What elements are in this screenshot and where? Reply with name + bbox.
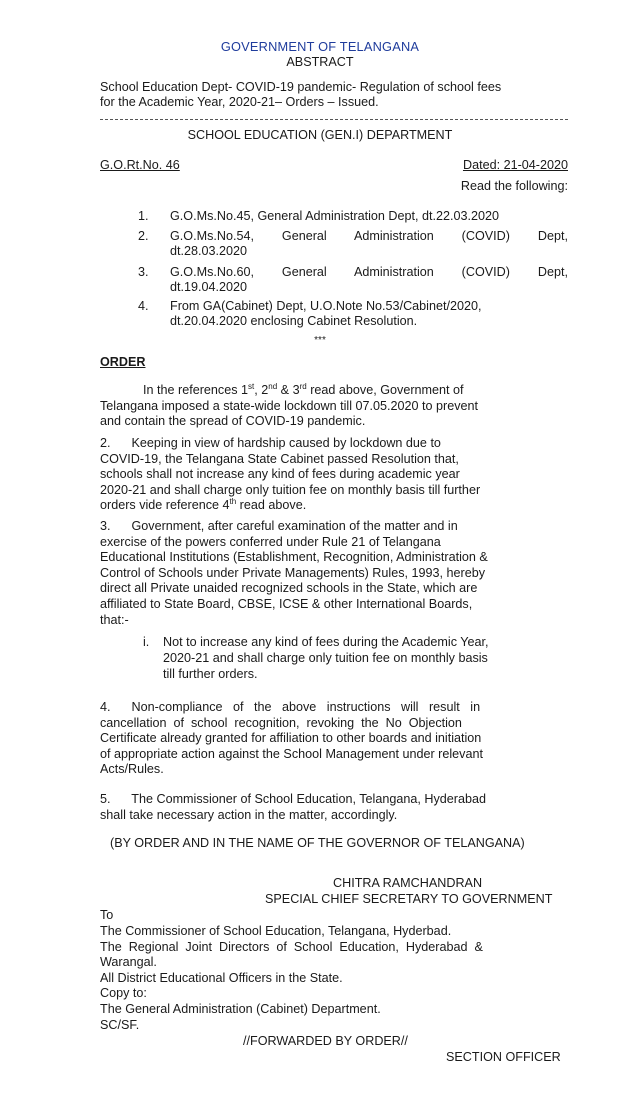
paragraph-line: that:- xyxy=(100,612,129,627)
paragraph-line: Certificate already granted for affiliation to other boards and initiation xyxy=(100,731,482,746)
paragraph-line: Acts/Rules. xyxy=(100,762,164,777)
paragraph-1 xyxy=(100,383,568,430)
paragraph-line: cancellation of school recognition, revoking the No Objection xyxy=(100,715,462,730)
distribution-line: Copy to: xyxy=(100,986,147,1001)
reference-item xyxy=(138,265,568,297)
order-date: Dated: 21-04-2020 xyxy=(462,158,568,172)
reference-item xyxy=(138,209,568,225)
distribution-line: All District Educational Officers in the State. xyxy=(100,970,343,985)
reference-number: 2. xyxy=(138,229,149,243)
paragraph-line: affiliated to State Board, CBSE, ICSE & other International Boards, xyxy=(100,596,473,611)
distribution-line: The General Administration (Cabinet) Department. xyxy=(100,1001,381,1016)
reference-number: 3. xyxy=(138,265,149,279)
abstract-label: ABSTRACT xyxy=(286,55,354,69)
paragraph-line: shall take necessary action in the matter, accordingly. xyxy=(100,807,398,822)
paragraph-line: Control of Schools under Private Managements) Rules, 1993, hereby xyxy=(100,565,486,580)
reference-text: From GA(Cabinet) Dept, U.O.Note No.53/Cabinet/2020, xyxy=(170,299,482,313)
paragraph-5 xyxy=(100,792,568,823)
paragraph-line: orders vide reference 4th read above. xyxy=(100,497,307,513)
paragraph-line: exercise of the powers conferred under Rule 21 of Telangana xyxy=(100,534,441,549)
subject-line-2: for the Academic Year, 2020-21– Orders – Issued. xyxy=(100,95,379,109)
signatory-designation: SPECIAL CHIEF SECRETARY TO GOVERNMENT xyxy=(265,892,553,906)
paragraph-line: 2. Keeping in view of hardship caused by lockdown due to xyxy=(100,436,441,450)
paragraph-line: schools shall not increase any kind of fees during academic year xyxy=(100,467,460,482)
paragraph-3 xyxy=(100,519,568,628)
reference-number: 4. xyxy=(138,299,149,313)
paragraph-line: 3. Government, after careful examination of the matter and in xyxy=(100,519,458,533)
reference-item xyxy=(138,229,568,261)
subject-line-1: School Education Dept- COVID-19 pandemic- Regulation of school fees xyxy=(100,80,502,94)
government-title: GOVERNMENT OF TELANGANA xyxy=(220,39,420,54)
go-number: G.O.Rt.No. 46 xyxy=(100,158,180,172)
reference-text: dt.19.04.2020 xyxy=(170,280,248,294)
directive-line: 2020-21 and shall charge only tuition fee on monthly basis xyxy=(163,651,488,665)
paragraph-2 xyxy=(100,436,568,514)
distribution-line: SC/SF. xyxy=(100,1017,140,1032)
paragraph-line: 2020-21 and shall charge only tuition fee on monthly basis till further xyxy=(100,482,481,497)
distribution-list xyxy=(100,924,568,1033)
paragraph-line: 4. Non-compliance of the above instructions will result in xyxy=(100,700,481,714)
reference-text: G.O.Ms.No.54, General Administration (COVID) Dept, xyxy=(170,229,568,243)
signatory-name: CHITRA RAMCHANDRAN xyxy=(333,876,483,890)
paragraph-line: and contain the spread of COVID-19 pandemic. xyxy=(100,414,366,429)
section-stars: *** xyxy=(314,335,326,346)
paragraph-line: 5. The Commissioner of School Education, Telangana, Hyderabad xyxy=(100,792,486,806)
directive-number: i. xyxy=(143,635,150,649)
distribution-line: Warangal. xyxy=(100,955,157,970)
read-following-label: Read the following: xyxy=(460,179,568,193)
paragraph-line: COVID-19, the Telangana State Cabinet passed Resolution that, xyxy=(100,451,459,466)
distribution-line: The Commissioner of School Education, Telangana, Hyderbad. xyxy=(100,924,452,938)
reference-text: G.O.Ms.No.45, General Administration Dept, dt.22.03.2020 xyxy=(170,209,500,223)
reference-text: dt.20.04.2020 enclosing Cabinet Resolution. xyxy=(170,314,418,328)
department-name: SCHOOL EDUCATION (GEN.I) DEPARTMENT xyxy=(187,128,453,142)
to-label: To xyxy=(100,908,114,922)
distribution-line: The Regional Joint Directors of School Education, Hyderabad & xyxy=(100,939,483,954)
by-order-line: (BY ORDER AND IN THE NAME OF THE GOVERNOR OF TELANGANA) xyxy=(110,836,525,850)
reference-number: 1. xyxy=(138,209,149,223)
reference-text: dt.28.03.2020 xyxy=(170,244,248,258)
paragraph-line: direct all Private unaided recognized schools in the State, which are xyxy=(100,581,478,596)
paragraph-4 xyxy=(100,700,568,778)
order-heading: ORDER xyxy=(100,355,146,369)
directive-line: Not to increase any kind of fees during the Academic Year, xyxy=(163,635,489,649)
paragraph-line: of appropriate action against the School Management under relevant xyxy=(100,746,483,761)
forwarded-by-order: //FORWARDED BY ORDER// xyxy=(243,1034,408,1048)
paragraph-line: Educational Institutions (Establishment, Recognition, Administration & xyxy=(100,550,488,565)
separator-line xyxy=(100,119,568,120)
directive-item xyxy=(143,635,563,685)
reference-text: G.O.Ms.No.60, General Administration (COVID) Dept, xyxy=(170,265,568,279)
reference-item xyxy=(138,299,568,331)
paragraph-line: Telangana imposed a state-wide lockdown till 07.05.2020 to prevent xyxy=(100,398,479,413)
directive-line: till further orders. xyxy=(163,667,258,681)
section-officer: SECTION OFFICER xyxy=(446,1050,561,1064)
paragraph-line: In the references 1st, 2nd & 3rd read above, Government of xyxy=(143,382,464,397)
